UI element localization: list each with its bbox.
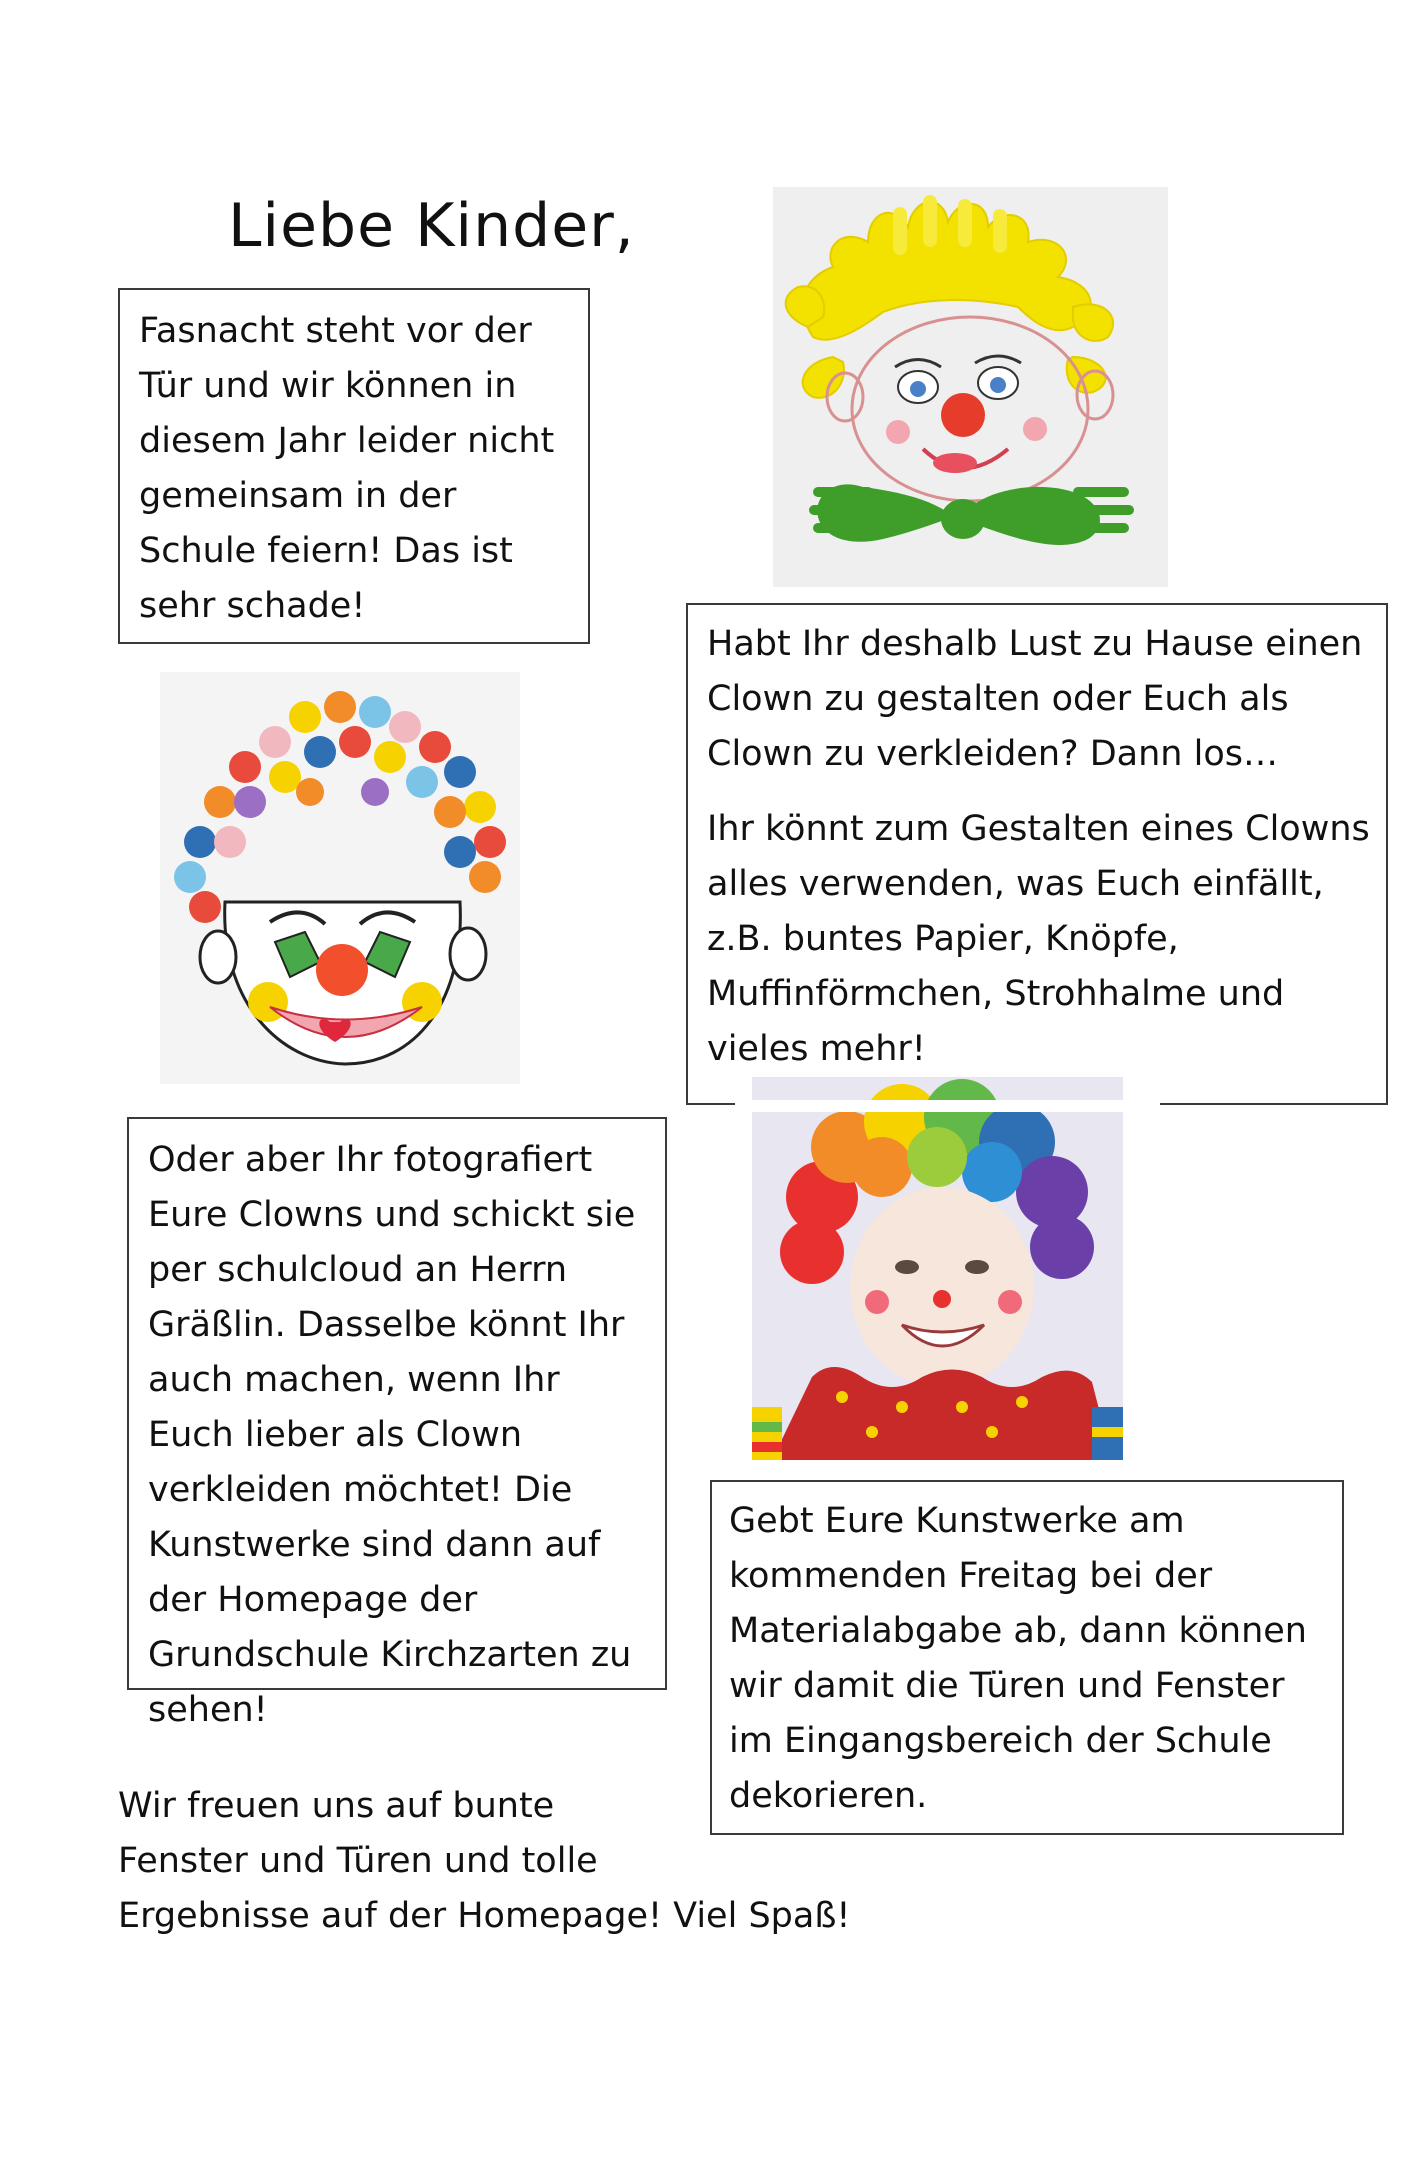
idea-text-box	[686, 603, 1388, 1105]
idea-paragraph-1: Habt Ihr deshalb Lust zu Hause einen Clown zu gestalten oder Euch als Clown zu verkleiden? Dann los…	[707, 624, 1363, 774]
handin-paragraph: Gebt Eure Kunstwerke am kommenden Freitag bei der Materialabgabe ab, dann können wir damit die Türen und Fenster im Eingangsbereich der Schule dekorieren.	[729, 1501, 1307, 1816]
handprint-clown-image	[773, 187, 1168, 587]
page-title: Liebe Kinder,	[228, 191, 635, 261]
closing-line-2: Fenster und Türen und tolle	[118, 1841, 598, 1881]
idea-paragraph-2: Ihr könnt zum Gestalten eines Clowns alles verwenden, was Euch einfällt, z.B. buntes Papier, Knöpfe, Muffinförmchen, Strohhalme und vieles mehr!	[707, 809, 1370, 1069]
clown-child-photo	[752, 1077, 1123, 1460]
closing-line-1: Wir freuen uns auf bunte	[118, 1786, 555, 1826]
photo-paragraph: Oder aber Ihr fotografiert Eure Clowns und schickt sie per schulcloud an Herrn Gräßlin. Dasselbe könnt Ihr auch machen, wenn Ihr Euch lieber als Clown verkleiden möchtet! Die Kunstwerke sind dann auf der Homepage der Grundschule Kirchzarten zu sehen!	[148, 1140, 636, 1730]
heart-clown-image	[160, 672, 520, 1084]
closing-text	[118, 1779, 850, 1944]
photo-overlap-gap	[735, 1100, 1160, 1112]
intro-paragraph: Fasnacht steht vor der Tür und wir können in diesem Jahr leider nicht gemeinsam in der Schule feiern! Das ist sehr schade!	[139, 311, 555, 626]
intro-text-box	[118, 288, 590, 644]
closing-line-3: Ergebnisse auf der Homepage! Viel Spaß!	[118, 1896, 851, 1936]
photo-text-box	[127, 1117, 667, 1730]
